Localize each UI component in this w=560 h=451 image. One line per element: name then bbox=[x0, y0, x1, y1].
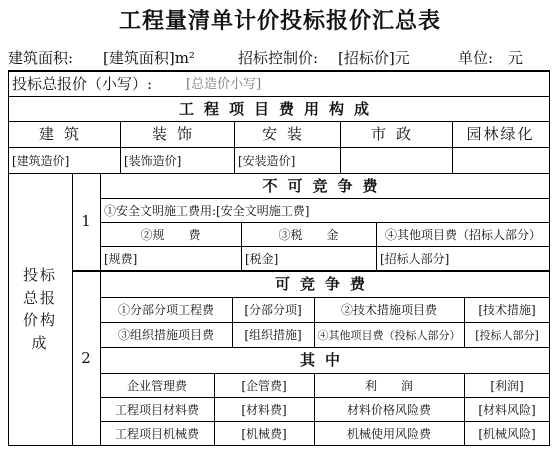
side-label: 投标总报价构成 bbox=[22, 266, 57, 352]
profit-value: [利润] bbox=[490, 378, 524, 393]
subitem-fee-value: [分部分项] bbox=[244, 303, 302, 317]
tenderer-other-value: [招标人部分] bbox=[380, 251, 450, 266]
tenderer-other-label: ④其他项目费（招标人部分） bbox=[384, 227, 541, 242]
value-decoration: [装饰造价] bbox=[124, 153, 182, 168]
machinery-risk-value: [机械风险] bbox=[478, 426, 536, 441]
page-title: 工程量清单计价投标报价汇总表 bbox=[118, 8, 441, 34]
value-installation: [安装造价] bbox=[238, 153, 296, 168]
section-2-heading: 可竞争费 bbox=[274, 275, 375, 293]
management-fee-value: [企管费] bbox=[241, 378, 287, 393]
technical-measures-label: ②技术措施项目费 bbox=[340, 303, 437, 317]
material-risk-label: 材料价格风险费 bbox=[346, 402, 431, 417]
organization-measures-value: [组织措施] bbox=[244, 328, 302, 342]
regulatory-fee-label: ②规 费 bbox=[140, 227, 201, 242]
bidder-other-label: ④其他项目费（投标人部分） bbox=[317, 328, 461, 342]
safety-fee: ①安全文明施工费用:[安全文明施工费] bbox=[104, 203, 310, 218]
side-label-cell bbox=[8, 173, 72, 445]
composition-heading: 工程项目费用构成 bbox=[178, 99, 379, 118]
category-decoration: 装饰 bbox=[151, 125, 202, 143]
subitem-fee-label: ①分部分项工程费 bbox=[117, 303, 214, 317]
technical-measures-value: [技术措施] bbox=[478, 303, 536, 317]
material-risk-value: [材料风险] bbox=[478, 402, 536, 417]
area-label: 建筑面积: bbox=[8, 49, 74, 67]
total-price-value: [总造价小写] bbox=[186, 76, 262, 92]
tax-label: ③税 金 bbox=[278, 227, 339, 242]
profit-label: 利 润 bbox=[364, 378, 413, 393]
regulatory-fee-value: [规费] bbox=[104, 251, 138, 266]
material-fee-label: 工程项目材料费 bbox=[114, 402, 199, 417]
section-2-number: 2 bbox=[81, 348, 91, 367]
control-price-label: 招标控制价: bbox=[238, 49, 319, 67]
control-price-value: [招标价]元 bbox=[338, 49, 410, 67]
material-fee-value: [材料费] bbox=[241, 402, 287, 417]
organization-measures-label: ③组织措施项目费 bbox=[117, 328, 214, 342]
machinery-fee-value: [机械费] bbox=[241, 426, 287, 441]
machinery-fee-label: 工程项目机械费 bbox=[114, 426, 199, 441]
category-building: 建筑 bbox=[38, 125, 89, 143]
value-building: [建筑造价] bbox=[12, 153, 70, 168]
tax-value: [税金] bbox=[245, 251, 279, 266]
bidder-other-value: [投标人部分] bbox=[475, 328, 539, 342]
unit-label: 单位: bbox=[458, 49, 494, 67]
section-1-heading: 不可竞争费 bbox=[262, 176, 388, 195]
total-price-label: 投标总报价（小写）: bbox=[12, 74, 153, 93]
category-installation: 安装 bbox=[261, 125, 312, 143]
area-value: [建筑面积]m² bbox=[103, 49, 195, 67]
sub-heading: 其中 bbox=[299, 351, 350, 369]
category-municipal: 市政 bbox=[370, 125, 421, 143]
category-landscaping: 园林绿化 bbox=[466, 125, 535, 143]
machinery-risk-label: 机械使用风险费 bbox=[346, 426, 431, 441]
management-fee-label: 企业管理费 bbox=[126, 378, 187, 393]
unit-value: 元 bbox=[508, 49, 524, 67]
section-1-number: 1 bbox=[81, 212, 91, 230]
